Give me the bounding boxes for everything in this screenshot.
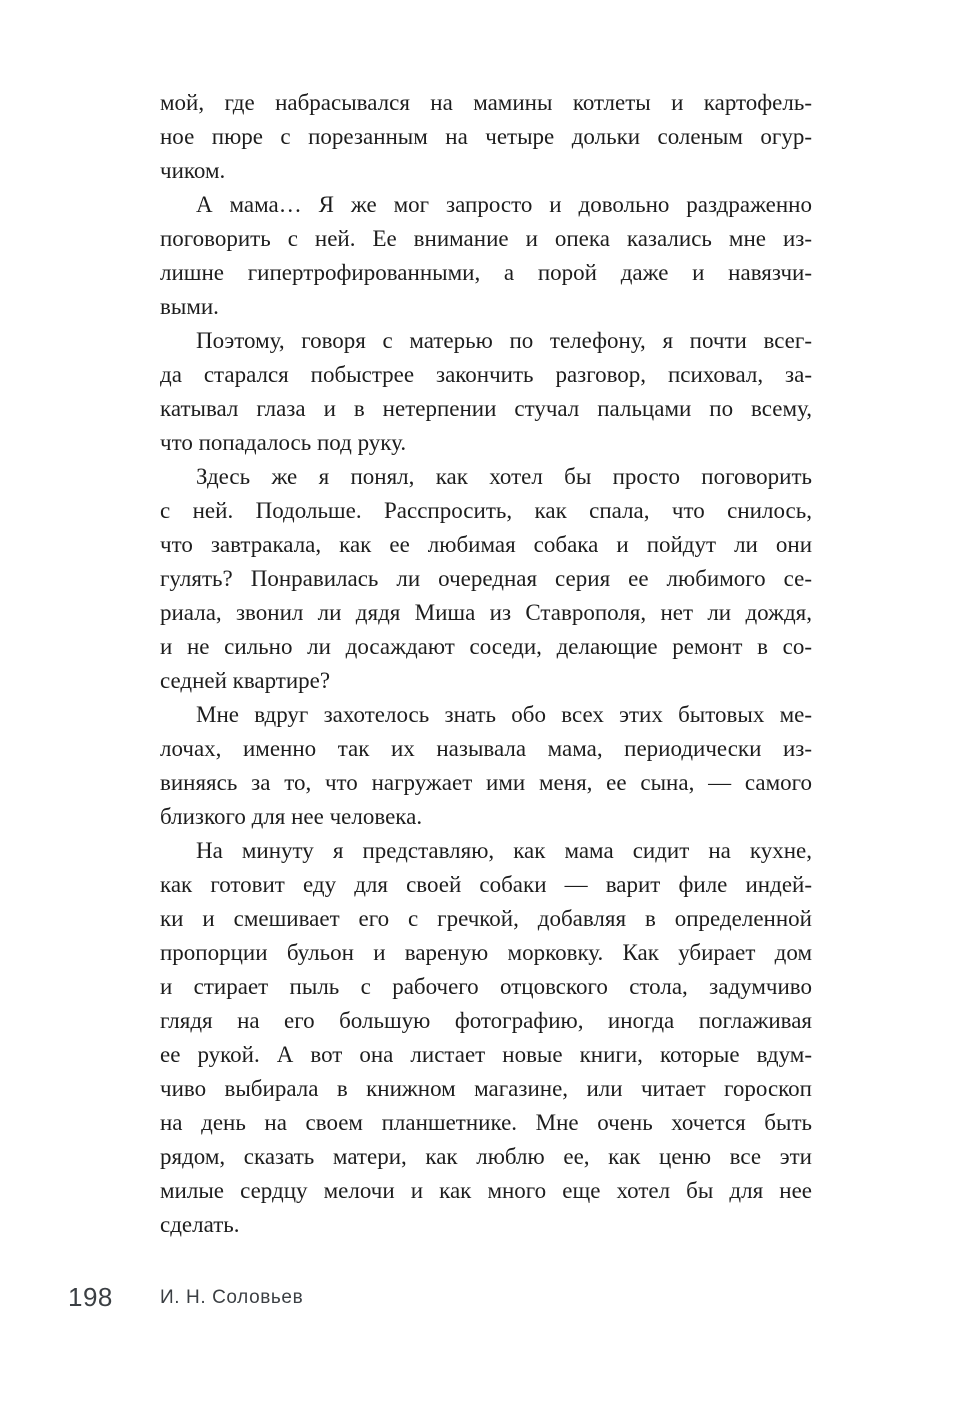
text-line: глядя на его большую фотографию, иногда поглаживая bbox=[160, 1008, 812, 1033]
text-line: лишне гипертрофированными, а порой даже и навязчи- bbox=[160, 260, 812, 285]
text-line: чиком. bbox=[160, 158, 226, 183]
text-line: пропорции бульон и вареную морковку. Как убирает дом bbox=[160, 940, 812, 965]
text-line: рядом, сказать матери, как люблю ее, как ценю все эти bbox=[160, 1144, 812, 1169]
text-line: близкого для нее человека. bbox=[160, 804, 423, 829]
text-line: ное пюре с порезанным на четыре дольки соленым огур- bbox=[160, 124, 812, 149]
text-line: с ней. Подольше. Расспросить, как спала, что снилось, bbox=[160, 498, 812, 523]
text-line: мой, где набрасывался на мамины котлеты и картофель- bbox=[160, 90, 812, 115]
text-line: ки и смешивает его с гречкой, добавляя в определенной bbox=[160, 906, 812, 931]
text-line: виняясь за то, что нагружает ими меня, ее сына, — самого bbox=[160, 770, 812, 795]
text-line: гулять? Понравилась ли очередная серия ее любимого се- bbox=[160, 566, 812, 591]
text-line: на день на своем планшетнике. Мне очень хочется быть bbox=[160, 1110, 812, 1135]
text-line: что попадалось под руку. bbox=[160, 430, 407, 455]
text-line: что завтракала, как ее любимая собака и пойдут ли они bbox=[160, 532, 812, 557]
page-number: 198 bbox=[68, 1282, 113, 1312]
text-line: выми. bbox=[160, 294, 219, 319]
text-line: как готовит еду для своей собаки — варит филе индей- bbox=[160, 872, 812, 897]
text-line: ее рукой. А вот она листает новые книги, которые вдум- bbox=[160, 1042, 812, 1067]
text-line: Мне вдруг захотелось знать обо всех этих бытовых ме- bbox=[196, 702, 812, 727]
text-line: Здесь же я понял, как хотел бы просто поговорить bbox=[196, 464, 812, 489]
text-line: катывал глаза и в нетерпении стучал пальцами по всему, bbox=[160, 396, 812, 421]
text-line: чиво выбирала в книжном магазине, или читает гороскоп bbox=[160, 1076, 812, 1101]
text-line: милые сердцу мелочи и как много еще хотел бы для нее bbox=[160, 1178, 812, 1203]
text-line: седней квартире? bbox=[160, 668, 331, 693]
text-line: На минуту я представляю, как мама сидит на кухне, bbox=[196, 838, 812, 863]
text-line: поговорить с ней. Ее внимание и опека казались мне из- bbox=[160, 226, 812, 251]
text-line: А мама… Я же мог запросто и довольно раздраженно bbox=[196, 192, 812, 217]
text-line: сделать. bbox=[160, 1212, 240, 1237]
text-line: риала, звонил ли дядя Миша из Ставрополя, нет ли дождя, bbox=[160, 600, 812, 625]
text-line: лочах, именно так их называла мама, периодически из- bbox=[160, 736, 812, 761]
text-line: Поэтому, говоря с матерью по телефону, я почти всег- bbox=[196, 328, 812, 353]
text-block bbox=[160, 86, 812, 1242]
text-line: да старался побыстрее закончить разговор, психовал, за- bbox=[160, 362, 812, 387]
page-footer bbox=[0, 1280, 970, 1316]
running-header-author: И. Н. Соловьев bbox=[160, 1287, 304, 1308]
text-line: и стирает пыль с рабочего отцовского стола, задумчиво bbox=[160, 974, 812, 999]
text-line: и не сильно ли досаждают соседи, делающие ремонт в со- bbox=[160, 634, 812, 659]
